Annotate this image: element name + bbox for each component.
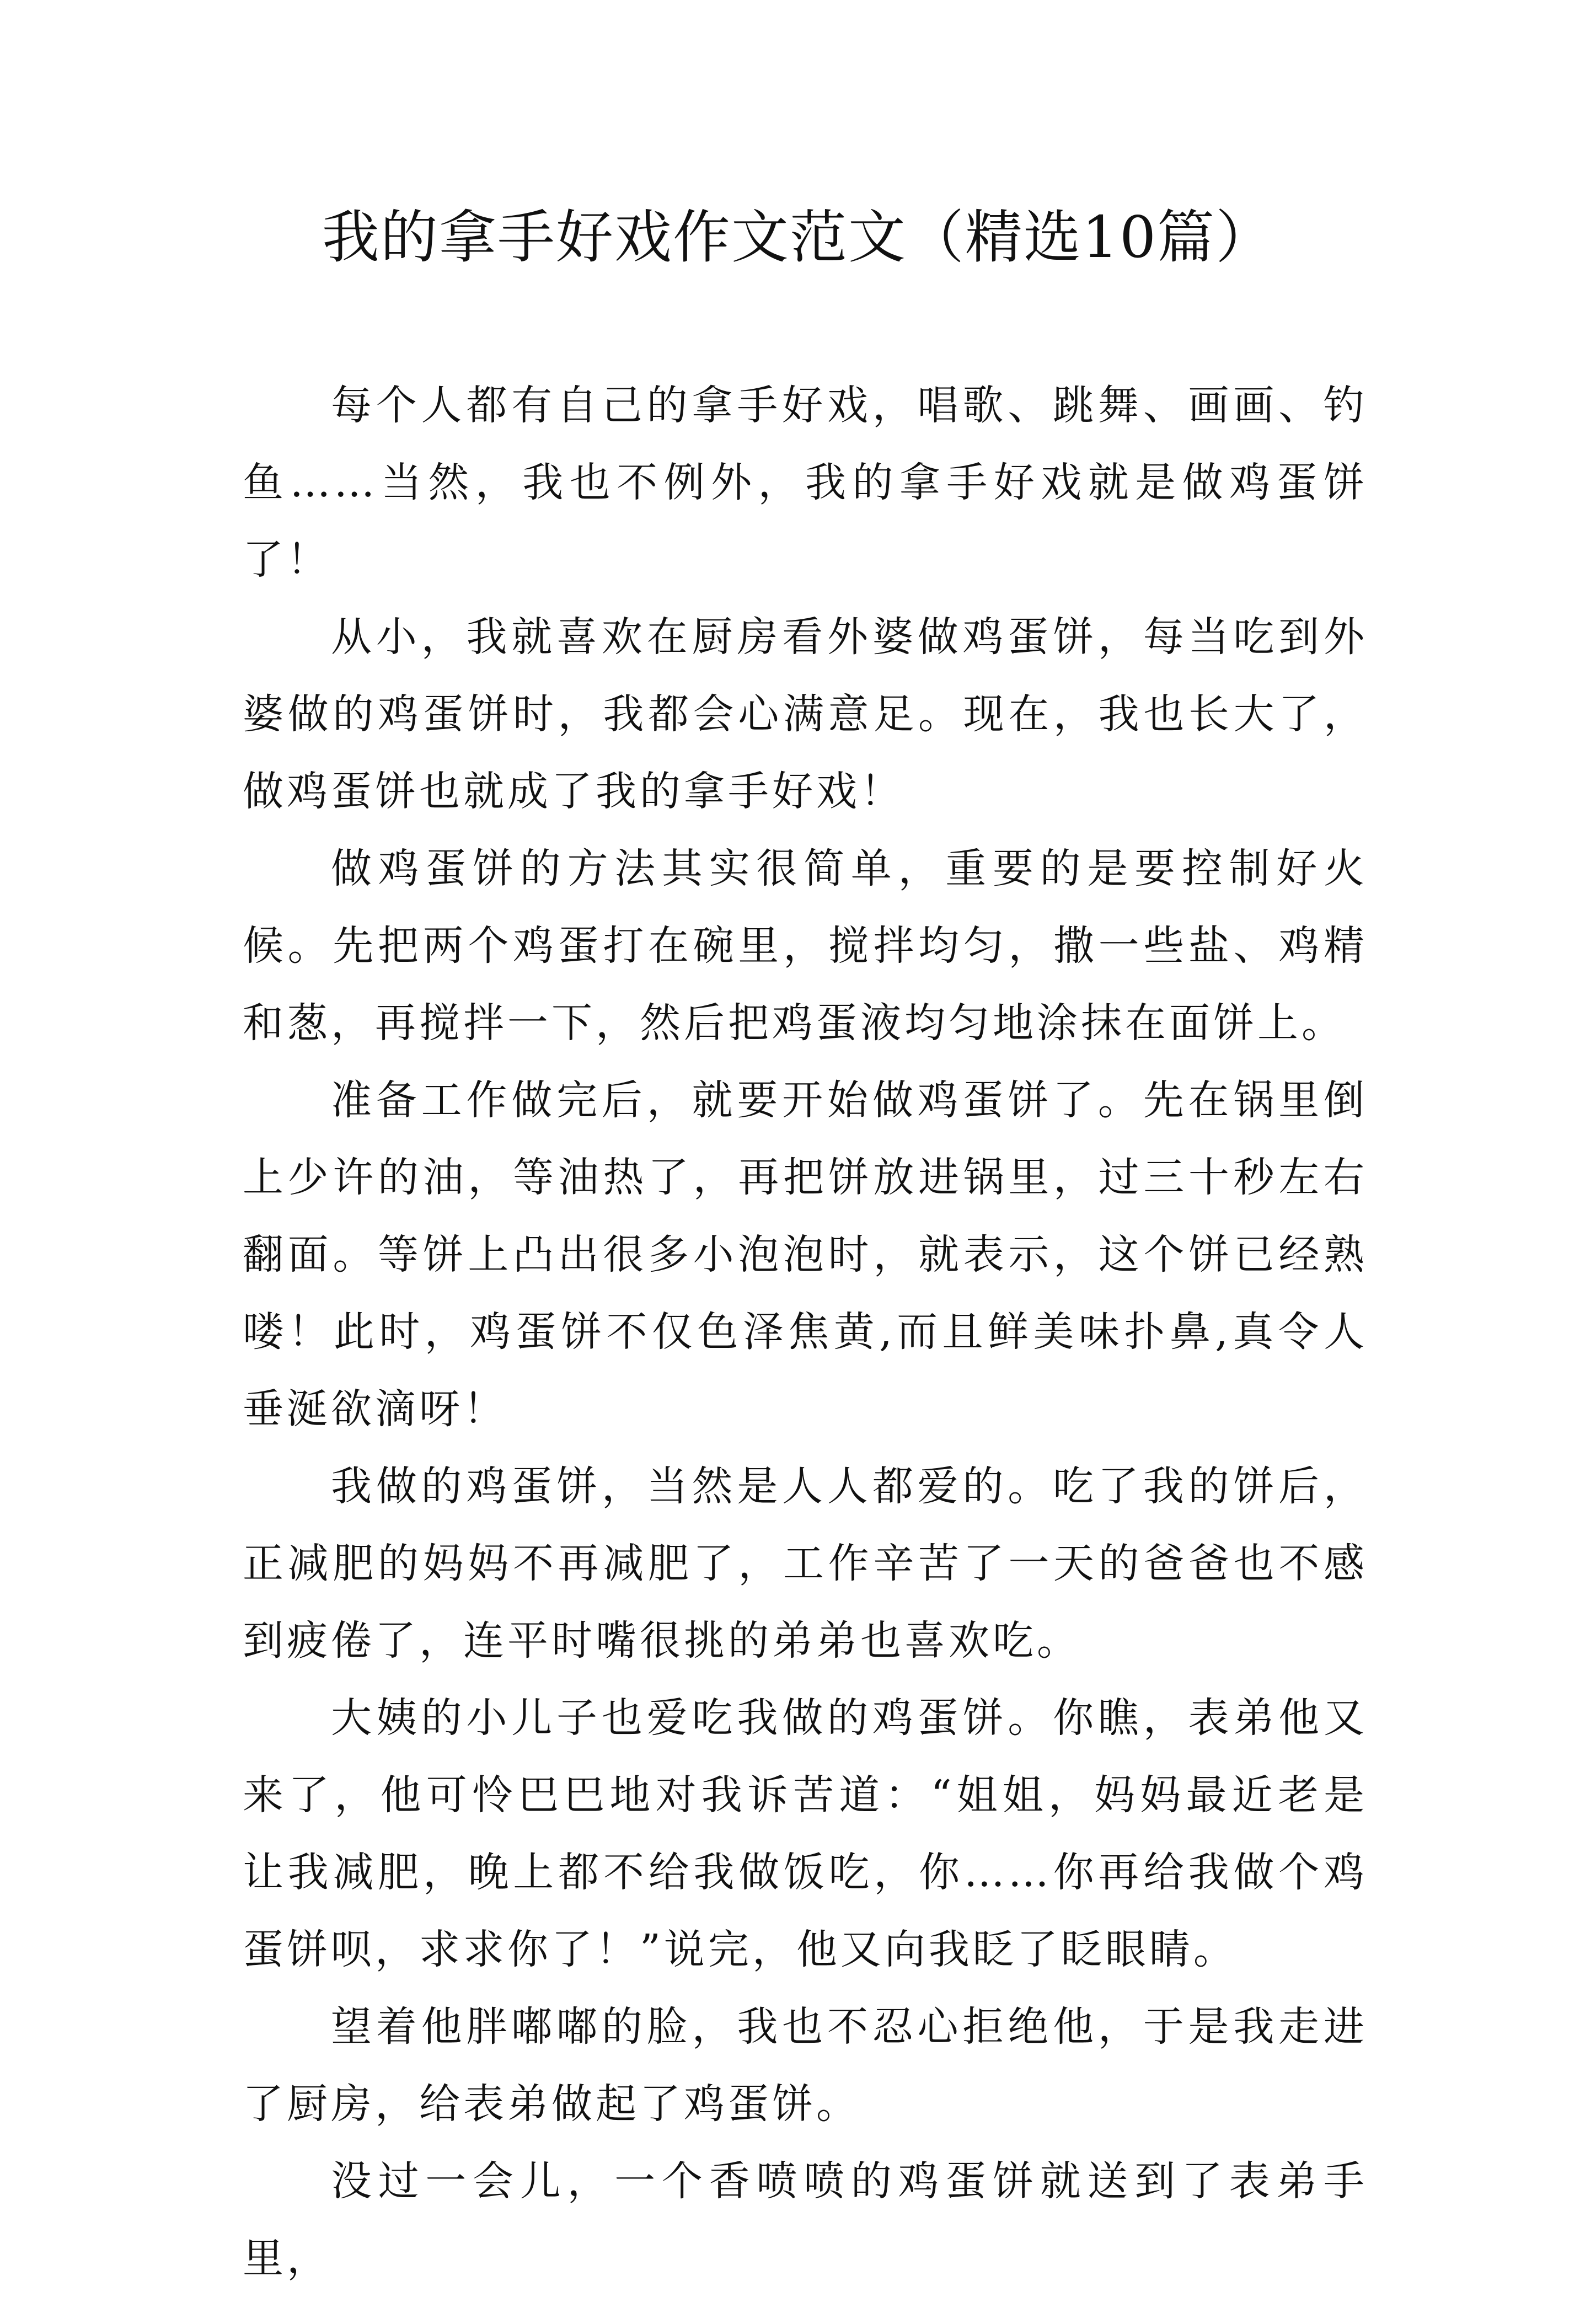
- paragraph: 大姨的小儿子也爱吃我做的鸡蛋饼。你瞧，表弟他又来了，他可怜巴巴地对我诉苦道：“姐姐，妈妈最近老是让我减肥，晚上都不给我做饭吃，你……你再给我做个鸡蛋饼呗，求求你了！”说完，他又向我眨了眨眼睛。: [243, 1694, 1368, 1973]
- paragraph: 每个人都有自己的拿手好戏，唱歌、跳舞、画画、钓鱼……当然，我也不例外，我的拿手好戏就是做鸡蛋饼了！: [243, 382, 1368, 583]
- document-title: 我的拿手好戏作文范文（精选10篇）: [322, 204, 1274, 271]
- paragraph: 准备工作做完后，就要开始做鸡蛋饼了。先在锅里倒上少许的油，等油热了，再把饼放进锅里，过三十秒左右翻面。等饼上凸出很多小泡泡时，就表示，这个饼已经熟喽！此时，鸡蛋饼不仅色泽焦黄,而且鲜美味扑鼻,真令人垂涎欲滴呀！: [243, 1077, 1368, 1433]
- document-body: [243, 367, 1368, 2297]
- paragraph: 望着他胖嘟嘟的脸，我也不忍心拒绝他，于是我走进了厨房，给表弟做起了鸡蛋饼。: [243, 2003, 1368, 2128]
- paragraph: 做鸡蛋饼的方法其实很简单，重要的是要控制好火候。先把两个鸡蛋打在碗里，搅拌均匀，撒一些盐、鸡精和葱，再搅拌一下，然后把鸡蛋液均匀地涂抹在面饼上。: [243, 845, 1368, 1047]
- paragraph: 没过一会儿，一个香喷喷的鸡蛋饼就送到了表弟手里，: [243, 2157, 1368, 2282]
- paragraph: 我做的鸡蛋饼，当然是人人都爱的。吃了我的饼后，正减肥的妈妈不再减肥了，工作辛苦了一天的爸爸也不感到疲倦了，连平时嘴很挑的弟弟也喜欢吃。: [243, 1463, 1368, 1664]
- paragraph: 从小，我就喜欢在厨房看外婆做鸡蛋饼，每当吃到外婆做的鸡蛋饼时，我都会心满意足。现在，我也长大了，做鸡蛋饼也就成了我的拿手好戏！: [243, 613, 1368, 815]
